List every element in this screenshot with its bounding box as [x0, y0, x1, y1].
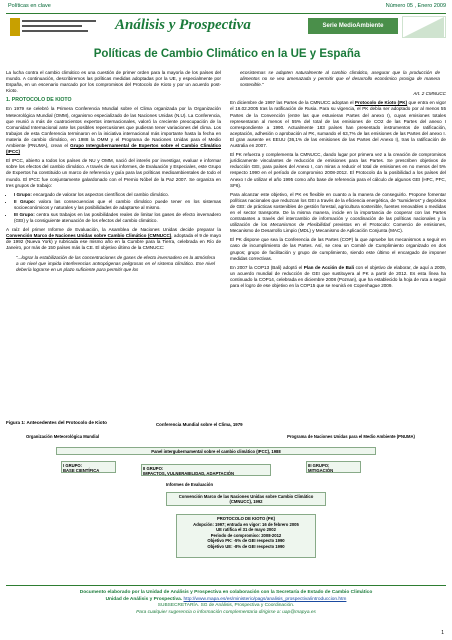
quote-reference: Art. 2 CMNUCC — [413, 91, 446, 97]
paragraph — [230, 265, 446, 289]
cmnucc-node: Convención Marco de las Naciones Unidas sobre Cambio Climático (CMNUCC), 1992 — [166, 492, 326, 506]
text: En 2007 la COP13 (Bali) adoptó el — [230, 264, 303, 270]
kioto-box-line: Objetivo PK: -5% de GEI respecto 1990 — [207, 538, 285, 544]
list-item-title: III Grupo: — [14, 211, 35, 217]
kioto-protocol-box — [176, 514, 316, 558]
footer-credit: Documento elaborado por la Unidad de Análisis y Prospectiva en colaboración con la Secretaría de Estado de Cambio Climático — [79, 590, 373, 595]
emphasis: Mecanismos de Flexibilidad — [270, 222, 331, 228]
unit-link[interactable]: http://www.mapa.es/es/ministerio/pags/analisis_prospectiva/introduccion.htm — [183, 596, 347, 602]
omm-node: Organización Meteorológica Mundial — [26, 434, 100, 439]
text: A raíz del primer Informe de Evaluación, la Asamblea de Naciones Unidas decide preparar la — [6, 227, 221, 233]
figure-diagram — [6, 420, 446, 570]
list-item-text: centra sus trabajos en las posibilidades reales de limitar los gases de efecto invernadero (GEI) y la consiguiente atenuación de los efectos del cambio climático. — [14, 211, 221, 224]
paragraph — [6, 106, 221, 155]
figure-caption: Figura 1: Antecedentes del Protocolo de Kioto — [6, 420, 107, 425]
paragraph: El PK dispone que sea la Conferencia de las Partes (COP) la que apruebe los mecanismos a seguir en caso de incumplimiento de las Partes. Así, se crea un Comité de Cumplimiento organizado en dos grupos; grupo de facilitación y grupo de cumplimiento, siendo este último el encargado de imponer medidas correctivas. — [230, 237, 446, 261]
reports-node: Informes de Evaluación — [166, 482, 214, 487]
intro-paragraph: La lucha contra el cambio climático es una cuestión de primer orden para la mayoría de los países del mundo. A continuación, describiremos las políticas medidas adoptadas por la UE, y especialmente por España, en un escenario marcado por los compromisos del Protocolo de Kioto y por un acuerdo post-Kioto. — [6, 70, 221, 94]
footer-subsecretaria: SUBSECRETARÍA. SG de Análisis, Prospectiva y Coordinación. — [157, 603, 295, 608]
cmnucc-link[interactable]: Convención Marco de Naciones Unidas sobre Cambio Climático (CMNUCC) — [6, 233, 172, 239]
text: , adoptada el 9 de mayo de 1992 (Nueva York) y rubricada ese mismo año en la Cumbre para la Tierra, celebrada en Río de Janeiro, por más de 150 países más la CE. El objetivo último de la CMNUCC: — [6, 233, 221, 251]
kioto-link[interactable]: Protocolo de Kioto (PK) — [354, 100, 408, 106]
top-bar — [0, 0, 452, 12]
pnuma-node: Programa de Naciones Unidas para el Medio Ambiente (PNUMA) — [287, 434, 415, 439]
list-item-title: I Grupo: — [14, 191, 32, 197]
series-badge: Serie MedioAmbiente — [308, 18, 398, 34]
kioto-box-line: Periodo de compromiso: 2008-2012 — [210, 532, 282, 538]
page-number: 1 — [441, 630, 444, 636]
kioto-box-line: Adopción: 1997; entrada en vigor: 16 de febrero 2005 — [193, 521, 299, 527]
footer-contact: Para cualquier sugerencia o información complementaria dirigirse a: uap@mapya.es — [136, 609, 316, 615]
paragraph — [230, 100, 446, 149]
left-column — [6, 70, 221, 276]
paragraph: El PK refuerza y complementa la CMNUCC, dando lugar por primera vez a la creación de compromisos jurídicamente vinculantes de reducción de emisiones para las Partes. Se prescriben objetivos de reducción GEI, para países del Anexo I, con miras a reducir el total de emisiones en no menos del 5% respecto 1990 en el período de compromiso 2008-2012. El Protocolo da la posibilidad a los países del Anexo I de utilizar el año 1995 como año base de referencia para el cálculo de algunos GEI (HFC, PFC, SF6). — [230, 152, 446, 188]
ministry-logo — [8, 16, 100, 38]
groups-list — [14, 192, 221, 224]
kioto-box-line: UE ratifica el 31 de mayo 2002 — [216, 527, 276, 533]
paragraph — [6, 227, 221, 251]
group1-node: I GRUPO: BASE CIENTÍFICA — [61, 461, 116, 473]
unit-name: Unidad de Análisis y Prospectiva. — [105, 596, 183, 602]
paragraph — [230, 192, 446, 235]
footer — [6, 590, 446, 616]
list-item-text: valora las consecuencias que el cambio climático puede tener en los sistemas socioeconómicos y naturales y las posibilidades de adaptarse al mismo. — [14, 198, 222, 210]
header-divider — [6, 13, 446, 14]
text: que entra en vigor el 16.02.2005 tras la ratificación de Rusia. Para su vigencia, el PK debía ser adoptado por al menos 55 Partes de la Convención (entre las que estuvieran Partes del anexo I), cuyas emisiones totales representaran al menos el 55% del total de las emisiones de CO2 de las Partes del anexo I correspondiente a 1990. Actualmente 183 países han presentado instrumentos de ratificación, aceptación, adhesión o aprobación al PK, sumando el 63,7% de las emisiones de las Partes del anexo I. El gran ausente es EEUU (36,1% de las emisiones de las Partes del Anexo I), tras la ratificación de Australia en 2007. — [230, 100, 446, 149]
publication-title: Análisis y Prospectiva — [115, 17, 251, 33]
list-item — [14, 192, 221, 198]
issue-number: Número 05 , Enero 2009 — [385, 3, 446, 9]
text: con el objetivo de elaborar, de aquí a 2009, un acuerdo mundial de reducción de GEI que sustituyera al PK a partir de 2012. Es esta línea ha continuado la COP14, celebrada en diciembre 2008 (Poznan), que ha establecido la hoja de ruta a seguir para el logro de ese objetivo en la COP15 que se reunirá en Copenhague 2009. — [230, 264, 447, 288]
group2-node: II GRUPO: IMPACTOS, VULNERABILIDAD, ADAPTACIÓN — [141, 464, 271, 476]
ipcc-node: Panel intergubernamental sobre el cambio climático (IPCC), 1988 — [56, 447, 376, 455]
text: En 1979 se celebró la Primera Conferencia Mundial sobre el Clima organizada por la Organización Meteorológica Mundial (OMM), organismo especializado de las Naciones Unidas (N.U). La Conferencia, que reunió a más de cuatrocientos expertos internacionales, valoró la creciente preocupación de la Comunidad Internacional ante los posibles repercusiones que pudieran tener variaciones del clima. Los trabajos de esta Conferencia terminaron en la iniciativa internacional más importante hasta la fecha en materia de cambio climático, en 1988 la OMM y el Programa de Naciones Unidas para el Medio Ambiente (PNUMA), crean el — [6, 106, 221, 149]
kioto-box-line: Objetivo UE: -8% de GEI respecto 1990 — [207, 543, 285, 549]
kioto-box-title: PROTOCOLO DE KIOTO (PK) — [216, 516, 275, 521]
footer-divider — [6, 585, 446, 586]
decorative-corner — [402, 16, 446, 38]
list-item — [14, 212, 221, 224]
bold-text: Plan de Acción de Bali — [303, 264, 355, 270]
section-heading-kioto: 1. PROTOCOLO DE KIOTO — [6, 97, 72, 104]
list-item-text: encargado de valorar los aspectos científicos del cambio climático. — [31, 191, 169, 197]
series-label: Políticas en clave — [8, 3, 51, 9]
text: En diciembre de 1997 las Partes de la CMNUCC adoptan el — [230, 100, 354, 106]
paragraph: El IPCC, abierto a todos los países de NU y OMM, nació del interés por investigar, evaluar e informar sobre los efectos del cambio climático. A través de sus informes, de Evaluación y Especiales, este Grupo de Expertos ha constituido un marco de referencia y guía para las políticas medioambientales de todo el mundo. El IPCC fue conjuntamente galardonado con el Premio Nóbel de la Paz 2007. Se organiza en tres grupos de trabajo: — [6, 158, 221, 188]
quote-continuation: ecosistemas se adapten naturalmente al cambio climático, asegurar que la producción de alimentos no se vea amenazada y permitir que el desarrollo económico prosiga de manera sostenible." — [240, 70, 440, 88]
ipcc-link[interactable]: Grupo Intergubernamental de Expertos sobre el Cambio Climático (IPCC) — [6, 143, 221, 155]
quote: "...lograr la estabilización de las concentraciones de gases de efecto invernadero en la atmósfera a un nivel que impida interferencias antropógenas peligrosas en el sistema climático. Ese nivel debería lograrse en un plazo suficiente para permitir que los — [16, 254, 215, 272]
text: Para alcanzar este objetivo, el PK es flexible en cuanto a la manera de conseguirlo. Propone fomentar políticas nacionales que reduzcan los GEI a través de la eficiencia energética, de "sumideros" y depósitos de GEI: de prácticas sostenibles de gestión forestal, agricultura sostenible, fuentes renovables o medidas en el sector transporte. De la misma manera, incide en la importancia de cooperar con las Partes contratantes a través del intercambio de información y coordinación de las políticas nacionales y la utilización de los — [230, 191, 446, 228]
list-item — [14, 199, 221, 211]
conference-node: Conferencia Mundial sobre el Clima, 1979 — [156, 422, 243, 427]
list-item-title: II Grupo: — [14, 198, 36, 204]
group3-node: III GRUPO: MITIGACIÓN — [306, 461, 361, 473]
text: previstos en el Protocolo: Comercio de emisiones, Mecanismo de Desarrollo Limpio (MDL) y Mecanismo de Aplicación Conjunta (MAC). — [230, 222, 446, 234]
right-column — [230, 70, 446, 292]
document-heading: Políticas de Cambio Climático en la UE y España — [93, 48, 361, 60]
